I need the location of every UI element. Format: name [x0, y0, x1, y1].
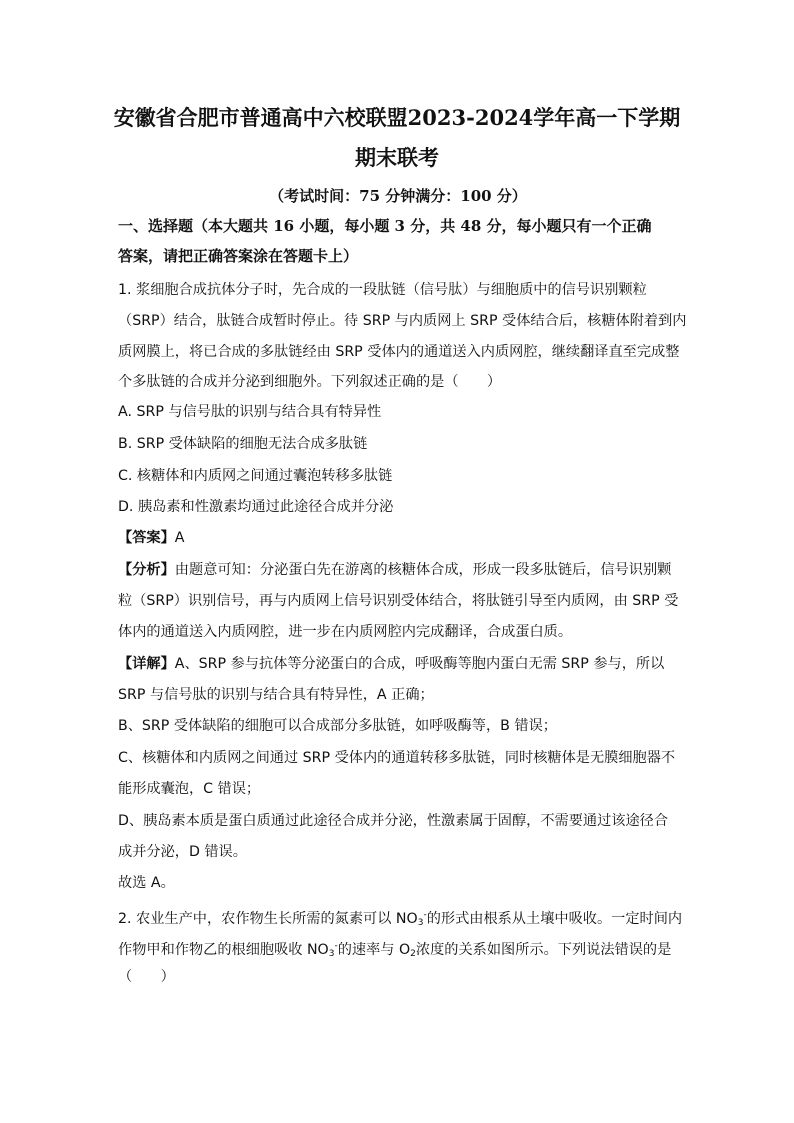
detail-text: A、SRP 参与抗体等分泌蛋白的合成，呼吸酶等胞内蛋白无需 SRP 参与，所以 [174, 656, 665, 672]
q1-detail-line: B、SRP 受体缺陷的细胞可以合成部分多肽链，如呼吸酶等，B 错误； [118, 718, 557, 734]
q1-detail-line: SRP 与信号肽的识别与结合具有特异性，A 正确； [118, 687, 434, 703]
q2-subscript: 3 [328, 949, 335, 959]
q1-analysis-line: 体内的通道送入内质网腔，进一步在内质网腔内完成翻译，合成蛋白质。 [118, 624, 573, 640]
q2-text: 浓度的关系如图所示。下列说法错误的是 [415, 942, 672, 958]
exam-info: （考试时间：75 分钟满分：100 分） [269, 187, 527, 205]
q1-analysis-line: 粒（SRP）识别信号，再与内质网上信号识别受体结合，将肽链引导至内质网，由 SRP 受 [118, 593, 679, 609]
q2-stem-line: （ ） [118, 969, 175, 985]
analysis-text: 由题意可知：分泌蛋白先在游离的核糖体合成，形成一段多肽链后，信号识别颗 [174, 562, 672, 578]
q2-stem-line [118, 936, 678, 964]
q2-superscript: - [334, 941, 338, 951]
q1-option-a: A. SRP 与信号肽的识别与结合具有特异性 [118, 404, 382, 420]
q1-detail-line: 故选 A。 [118, 875, 175, 891]
q1-stem-line: 质网膜上，将已合成的多肽链经由 SRP 受体内的通道送入内质网腔，继续翻译直至完成整 [118, 344, 680, 360]
q2-text: 的速率与 O [337, 942, 411, 958]
q1-detail-line: 能形成囊泡，C 错误； [118, 781, 261, 797]
q1-option-b: B. SRP 受体缺陷的细胞无法合成多肽链 [118, 436, 368, 452]
q2-stem-line [118, 905, 683, 933]
q1-stem-line: 个多肽链的合成并分泌到细胞外。下列叙述正确的是（ ） [118, 374, 502, 390]
q2-text: 的形式由根系从土壤中吸收。一定时间内 [426, 911, 683, 927]
q2-superscript: - [423, 910, 427, 920]
q1-option-c: C. 核糖体和内质网之间通过囊泡转移多肽链 [118, 468, 393, 484]
q2-text: 作物甲和作物乙的根细胞吸收 NO [118, 942, 329, 958]
page-title-line1: 安徽省合肥市普通高中六校联盟2023-2024学年高一下学期 [113, 105, 681, 130]
q1-analysis-line [118, 560, 678, 580]
q1-stem-line: （SRP）结合，肽链合成暂时停止。待 SRP 与内质网上 SRP 受体结合后，核糖体附着到内 [118, 313, 687, 329]
q1-detail-line [118, 654, 678, 674]
analysis-tag: 【分析】 [118, 562, 175, 578]
q1-detail-line: D、胰岛素本质是蛋白质通过此途径合成并分泌，性激素属于固醇，不需要通过该途径合 [118, 813, 669, 829]
detail-tag: 【详解】 [118, 656, 175, 672]
page-title-line2: 期末联考 [355, 145, 439, 170]
section-heading-line2: 答案，请把正确答案涂在答题卡上） [118, 247, 359, 265]
q2-text: 2. 农业生产中，农作物生长所需的氮素可以 NO [118, 911, 418, 927]
q1-stem-line: 1. 浆细胞合成抗体分子时，先合成的一段肽链（信号肽）与细胞质中的信号识别颗粒 [118, 282, 647, 298]
q2-subscript: 3 [417, 918, 424, 928]
answer-tag: 【答案】 [118, 530, 175, 546]
q1-detail-line: 成并分泌，D 错误。 [118, 844, 247, 860]
q1-detail-line: C、核糖体和内质网之间通过 SRP 受体内的通道转移多肽链，同时核糖体是无膜细胞器不 [118, 750, 676, 766]
q1-option-d: D. 胰岛素和性激素均通过此途径合成并分泌 [118, 499, 394, 515]
q1-answer [118, 528, 678, 548]
section-heading-line1: 一、选择题（本大题共 16 小题，每小题 3 分，共 48 分，每小题只有一个正确 [118, 217, 652, 235]
q2-subscript: 2 [410, 949, 416, 959]
answer-value: A [174, 530, 185, 546]
